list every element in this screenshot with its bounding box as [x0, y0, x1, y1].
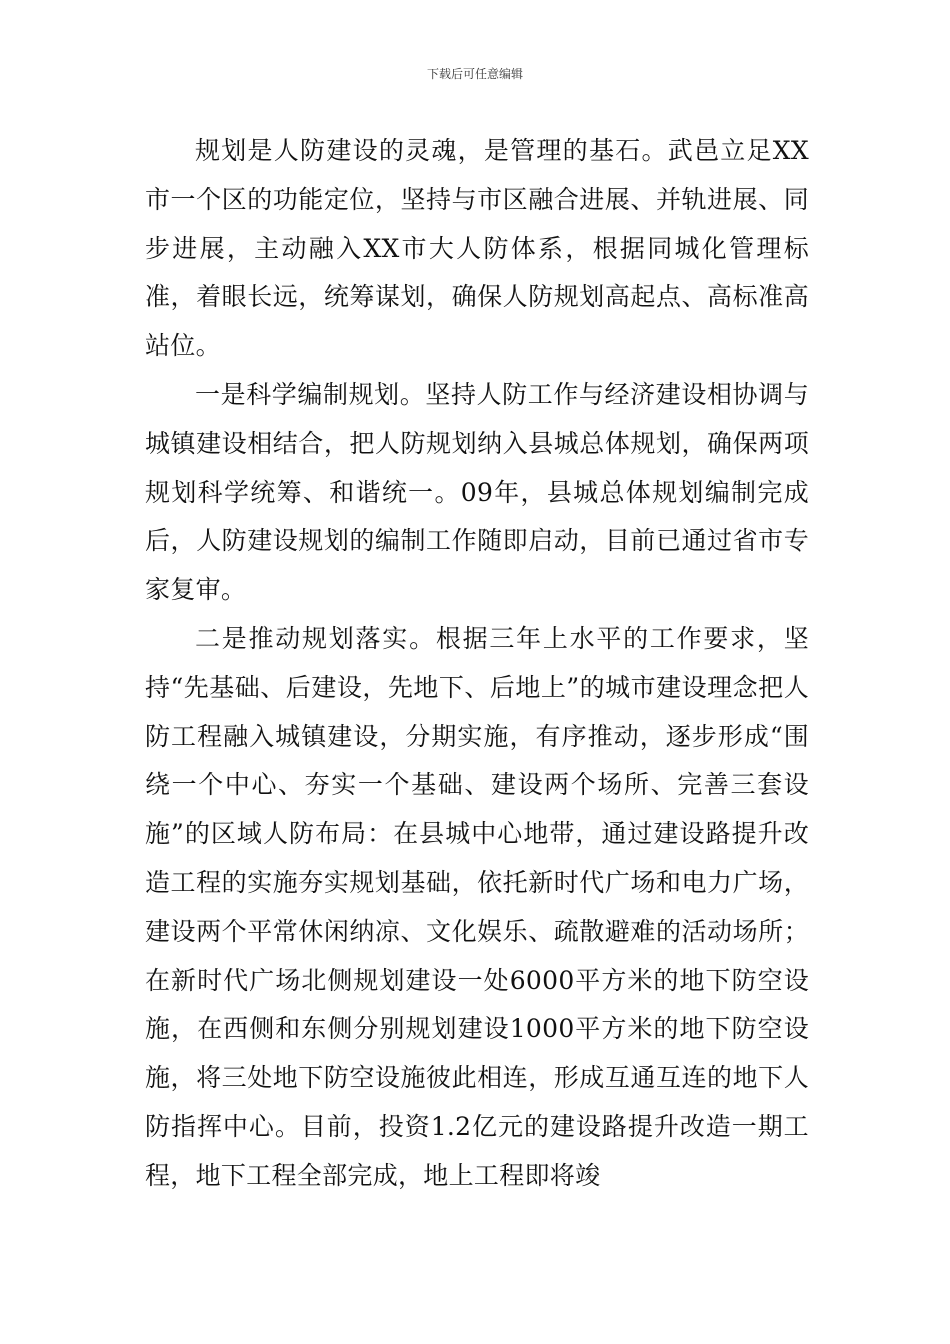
page-header: 下载后可任意编辑: [426, 67, 523, 81]
document-body: [145, 127, 809, 1201]
paragraph-planning-implementation: 二是推动规划落实。根据三年上水平的工作要求，坚持“先基础、后建设，先地下、后地上”的城市建设理念把人防工程融入城镇建设，分期实施，有序推动，逐步形成“围绕一个中心、夯实一个基础、建设两个场所、完善三套设施”的区域人防布局：在县城中心地带，通过建设路提升改造工程的实施夯实规划基础，依托新时代广场和电力广场，建设两个平常休闲纳凉、文化娱乐、疏散避难的活动场所；在新时代广场北侧规划建设一处6000平方米的地下防空设施，在西侧和东侧分别规划建设1000平方米的地下防空设施，将三处地下防空设施彼此相连，形成互通互连的地下人防指挥中心。目前，投资1.2亿元的建设路提升改造一期工程，地下工程全部完成，地上工程即将竣: [145, 623, 809, 1190]
paragraph-scientific-planning: 一是科学编制规划。坚持人防工作与经济建设相协调与城镇建设相结合，把人防规划纳入县城总体规划，确保两项规划科学统筹、和谐统一。09年，县城总体规划编制完成后，人防建设规划的编制工作随即启动，目前已通过省市专家复审。: [145, 379, 809, 605]
paragraph-planning-intro: 规划是人防建设的灵魂，是管理的基石。武邑立足XX市一个区的功能定位，坚持与市区融合进展、并轨进展、同步进展，主动融入XX市大人防体系，根据同城化管理标准，着眼长远，统筹谋划，确保人防规划高起点、高标准高站位。: [145, 136, 809, 361]
